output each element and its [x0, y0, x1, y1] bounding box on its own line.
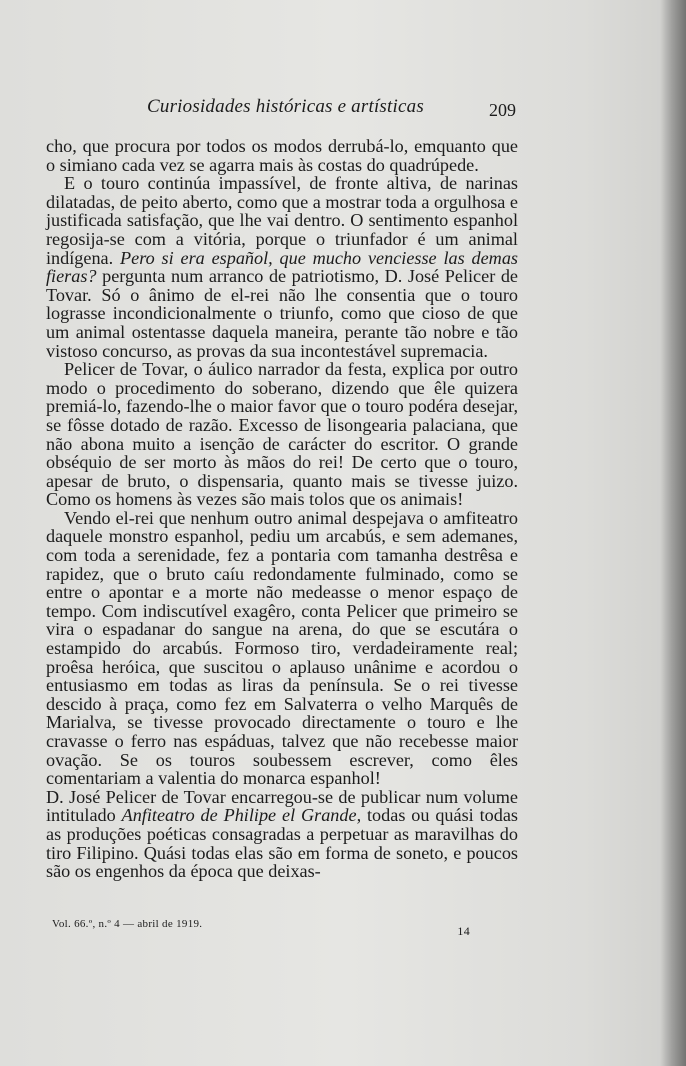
issue-line: Vol. 66.º, n.º 4 — abril de 1919. [52, 918, 203, 930]
paragraph [46, 360, 518, 509]
text-run: Pelicer de Tovar, o áulico narrador da festa, explica por outro modo o procedimento do soberano, dizendo que êle quizera premiá-lo, fazendo-lhe o maior favor que o touro podéra desejar, se fôsse dotado de razão. Excesso de lisongearia palaciana, que não abona muito a isenção de carácter do escritor. O grande obséquio de ser morto às mãos do rei! De certo que o touro, apesar de bruto, o dispensaria, quanto mais se tivesse juizo. Como os homens às vezes são mais tolos que os animais! [46, 359, 518, 510]
paragraph [46, 509, 518, 788]
page-header [46, 94, 516, 124]
text-run: D. José Pelicer de Tovar encarregou-se de publicar num volume intitulado [46, 786, 518, 826]
running-title: Curiosidades históricas e artísticas [147, 96, 424, 117]
body-text [46, 137, 518, 881]
text-run: todas ou quási todas as produções poéticas consagradas a perpetuar as maravilhas do tiro Filipino. Quási todas elas são em forma de soneto, e poucos são os engenhos da época que deixas- [46, 805, 518, 882]
page-footer [46, 914, 518, 938]
signature-mark: 14 [457, 924, 470, 938]
italic-text: Pero si era español, que mucho venciesse las demas fieras? [46, 247, 518, 287]
paragraph [46, 137, 518, 174]
text-run: Vendo el-rei que nenhum outro animal despejava o amfiteatro daquele monstro espanhol, pediu um arcabús, e sem ademanes, com toda a serenidade, fez a pontaria com tamanha destrêsa e rapidez, que o bruto caíu redondamente fulminado, como se entre o apontar e a morte não medeasse o menor espaço de tempo. Com indiscutível exagêro, conta Pelicer que primeiro se vira o espadanar do sangue na arena, do que se escutára o estampido do arcabús. Formoso tiro, verdadeiramente real; proêsa heróica, que suscitou o aplauso unânime e acordou o entusiasmo em todas as liras da península. Se o rei tivesse descido à praça, como fez em Salvaterra o velho Marquês de Marialva, se tivesse provocado directamente o touro e lhe cravasse o ferro nas espáduas, talvez que não recebesse maior ovação. Se os touros soubessem escrever, como êles comentariam a valentia do monarca espanhol! [46, 507, 518, 789]
text-run: E o touro continúa impassível, de fronte altiva, de narinas dilatadas, de peito aberto, como que a mostrar toda a orgulhosa e justificada satisfação, que lhe vai dentro. O sentimento espanhol regosija-se com a vitória, porque o triunfador é um animal indígena. [46, 173, 518, 268]
text-run: pergunta num arranco de patriotismo, D. José Pelicer de Tovar. Só o ânimo de el-rei não lhe consentia que o touro lograsse incondicionalmente o triunfo, como que cioso de que um animal ostentasse daquela maneira, perante tão nobre e tão vistoso concurso, as provas da sua incontestável supremacia. [46, 266, 518, 361]
page-gutter-shadow [660, 0, 686, 1066]
page-number: 209 [489, 100, 516, 120]
italic-text: Anfiteatro de Philipe el Grande, [121, 805, 362, 826]
paragraph [46, 788, 518, 881]
paragraph [46, 174, 518, 360]
text-run: cho, que procura por todos os modos derrubá-lo, emquanto que o simiano cada vez se agarra mais às costas do quadrúpede. [46, 136, 518, 175]
